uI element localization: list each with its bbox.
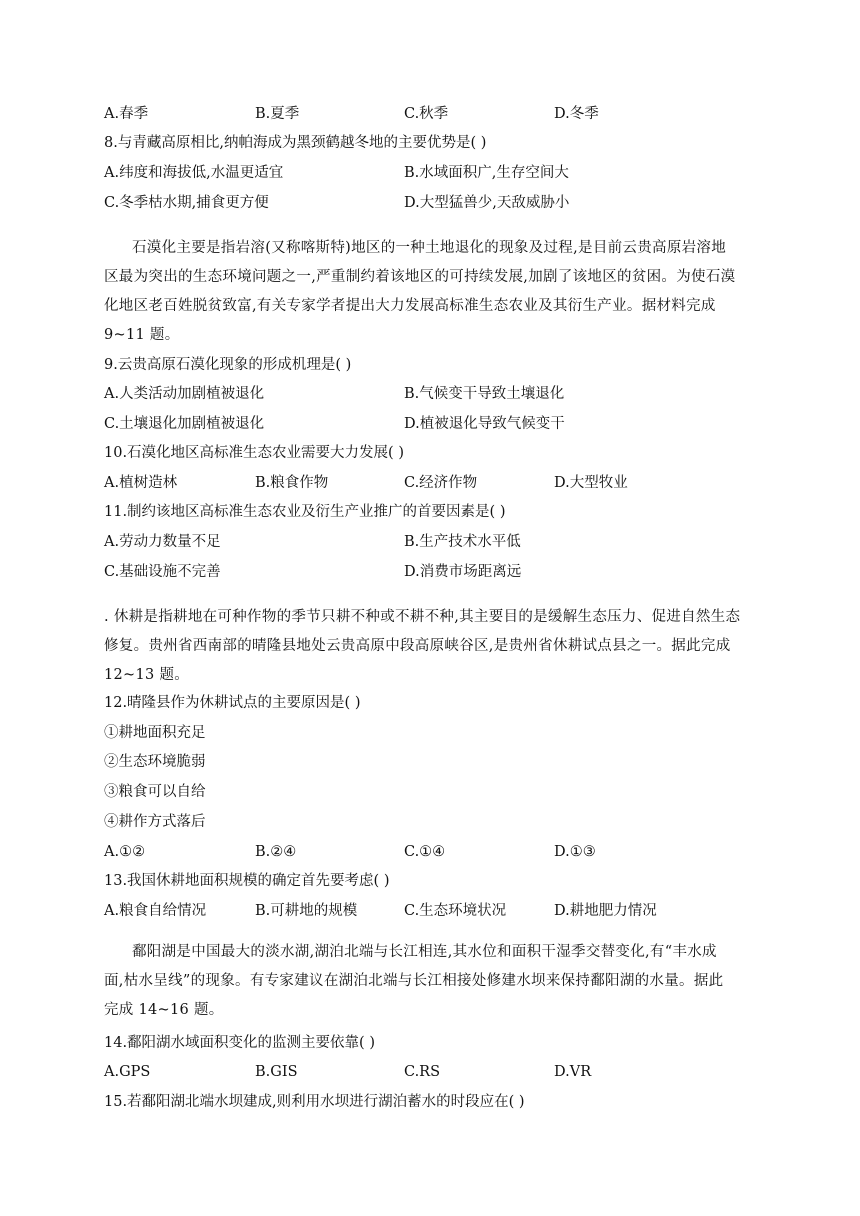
passage2-line: . 休耕是指耕地在可种作物的季节只耕不种或不耕不种,其主要目的是缓解生态压力、促进自然生态 [104,609,741,625]
q8-option-c: C.冬季枯水期,捕食更方便 [104,195,269,211]
q14-option-d: D.VR [554,1064,592,1080]
q8-option-d: D.大型猛兽少,天敌威胁小 [404,195,570,211]
q11-option-c: C.基础设施不完善 [104,564,221,580]
passage-poyang-lake [104,938,764,1025]
q9-option-d: D.植被退化导致气候变干 [404,416,565,432]
q8-option-b: B.水域面积广,生存空间大 [404,165,569,181]
q11-option-d: D.消费市场距离远 [404,564,522,580]
q13-option-c: C.生态环境状况 [404,903,507,919]
passage-fallow [104,603,764,690]
q10-option-c: C.经济作物 [404,475,478,491]
passage2-line: 修复。贵州省西南部的晴隆县地处云贵高原中段高原峡谷区,是贵州省休耕试点县之一。据此完成 [104,638,731,654]
q15-stem: 15.若鄱阳湖北端水坝建成,则利用水坝进行湖泊蓄水的时段应在( ) [104,1094,525,1110]
q10-stem: 10.石漠化地区高标准生态农业需要大力发展( ) [104,445,404,461]
q13-option-b: B.可耕地的规模 [255,903,358,919]
q14-option-b: B.GIS [255,1064,298,1080]
q12-item-3: ③粮食可以自给 [104,784,206,800]
q12-item-4: ④耕作方式落后 [104,814,206,830]
q12-option-d: D.①③ [554,844,596,860]
q7-option-d: D.冬季 [554,106,599,122]
q14-option-a: A.GPS [104,1064,151,1080]
q12-stem: 12.晴隆县作为休耕试点的主要原因是( ) [104,695,361,711]
q14-option-c: C.RS [404,1064,441,1080]
passage-rocky-desertification [104,234,764,350]
passage1-line: 石漠化主要是指岩溶(又称喀斯特)地区的一种土地退化的现象及过程,是目前云贵高原岩溶地 [132,240,727,256]
passage1-line: 化地区老百姓脱贫致富,有关专家学者提出大力发展高标准生态农业及其衍生产业。据材料完成 [104,298,716,314]
q7-option-c: C.秋季 [404,106,449,122]
q10-option-a: A.植树造林 [104,475,178,491]
q11-option-a: A.劳动力数量不足 [104,534,221,550]
q12-item-2: ②生态环境脆弱 [104,754,206,770]
passage2-line: 12~13 题。 [104,667,190,683]
passage1-line: 9~11 题。 [104,327,180,343]
q12-option-a: A.①② [104,844,146,860]
q9-option-b: B.气候变干导致土壤退化 [404,386,565,402]
passage3-line: 面,枯水呈线”的现象。有专家建议在湖泊北端与长江相接处修建水坝来保持鄱阳湖的水量。据此 [104,973,724,989]
q8-option-a: A.纬度和海拔低,水温更适宜 [104,165,284,181]
q9-option-c: C.土壤退化加剧植被退化 [104,416,265,432]
q13-option-a: A.粮食自给情况 [104,903,207,919]
q11-option-b: B.生产技术水平低 [404,534,521,550]
q12-item-1: ①耕地面积充足 [104,725,206,741]
q11-stem: 11.制约该地区高标准生态农业及衍生产业推广的首要因素是( ) [104,504,506,520]
q7-option-b: B.夏季 [255,106,300,122]
passage3-line: 鄱阳湖是中国最大的淡水湖,湖泊北端与长江相连,其水位和面积干湿季交替变化,有“丰水成 [132,944,717,960]
q12-option-c: C.①④ [404,844,446,860]
q10-option-b: B.粮食作物 [255,475,329,491]
q7-option-a: A.春季 [104,106,149,122]
passage3-line: 完成 14~16 题。 [104,1002,224,1018]
q10-option-d: D.大型牧业 [554,475,628,491]
q12-option-b: B.②④ [255,844,297,860]
q13-option-d: D.耕地肥力情况 [554,903,657,919]
q14-stem: 14.鄱阳湖水域面积变化的监测主要依靠( ) [104,1035,375,1051]
q9-option-a: A.人类活动加剧植被退化 [104,386,265,402]
q13-stem: 13.我国休耕地面积规模的确定首先要考虑( ) [104,873,390,889]
passage1-line: 区最为突出的生态环境问题之一,严重制约着该地区的可持续发展,加剧了该地区的贫困。为使石漠 [104,269,736,285]
q8-stem: 8.与青藏高原相比,纳帕海成为黑颈鹤越冬地的主要优势是( ) [104,135,487,151]
q9-stem: 9.云贵高原石漠化现象的形成机理是( ) [104,357,352,373]
